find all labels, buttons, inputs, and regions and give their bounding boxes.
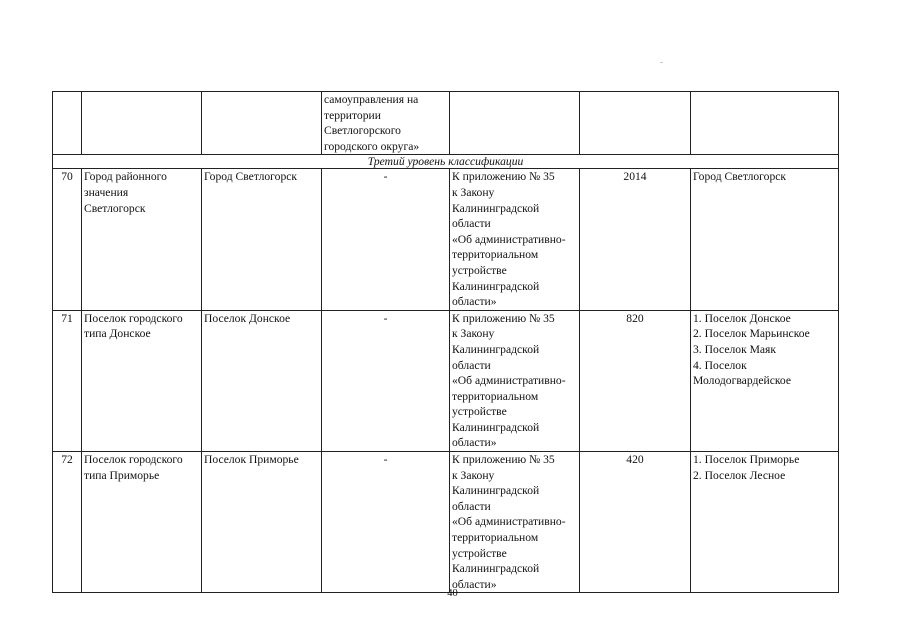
row-number: 72	[53, 452, 82, 593]
row-number: 70	[53, 169, 82, 310]
cell-settlements	[691, 92, 839, 155]
authority-dash: -	[322, 452, 450, 593]
unit-name: Поселок городского типа Приморье	[82, 452, 202, 593]
settlements-list: 1. Поселок Приморье 2. Поселок Лесное	[691, 452, 839, 593]
unit-name: Город районного значения Светлогорск	[82, 169, 202, 310]
settlements-list: Город Светлогорск	[691, 169, 839, 310]
cell-num	[53, 92, 82, 155]
table-row	[53, 452, 839, 593]
law-reference: К приложению № 35 к Закону Калининградской области «Об административно- территориальном устройстве Калининградской области»	[450, 310, 580, 451]
classification-table	[52, 91, 839, 593]
cell-law-reference	[450, 92, 580, 155]
section-header: Третий уровень классификации	[53, 155, 839, 169]
scan-mark	[660, 62, 663, 63]
table-row	[53, 169, 839, 310]
population: 2014	[580, 169, 691, 310]
section-header-row	[53, 155, 839, 169]
unit-center: Поселок Донское	[202, 310, 322, 451]
population: 820	[580, 310, 691, 451]
cell-center	[202, 92, 322, 155]
unit-center: Поселок Приморье	[202, 452, 322, 593]
page-number: 40	[447, 588, 458, 599]
cell-unit-name	[82, 92, 202, 155]
law-reference: К приложению № 35 к Закону Калининградской области «Об административно- территориальном устройстве Калининградской области»	[450, 169, 580, 310]
row-number: 71	[53, 310, 82, 451]
authority-dash: -	[322, 169, 450, 310]
table-row	[53, 310, 839, 451]
cell-authority: самоуправления на территории Светлогорского городского округа»	[322, 92, 450, 155]
law-reference: К приложению № 35 к Закону Калининградской области «Об административно- территориальном устройстве Калининградской области»	[450, 452, 580, 593]
population: 420	[580, 452, 691, 593]
cell-population	[580, 92, 691, 155]
unit-name: Поселок городского типа Донское	[82, 310, 202, 451]
settlements-list: 1. Поселок Донское 2. Поселок Марьинское 3. Поселок Маяк 4. Поселок Молодогвардейское	[691, 310, 839, 451]
authority-dash: -	[322, 310, 450, 451]
unit-center: Город Светлогорск	[202, 169, 322, 310]
continuation-row	[53, 92, 839, 155]
